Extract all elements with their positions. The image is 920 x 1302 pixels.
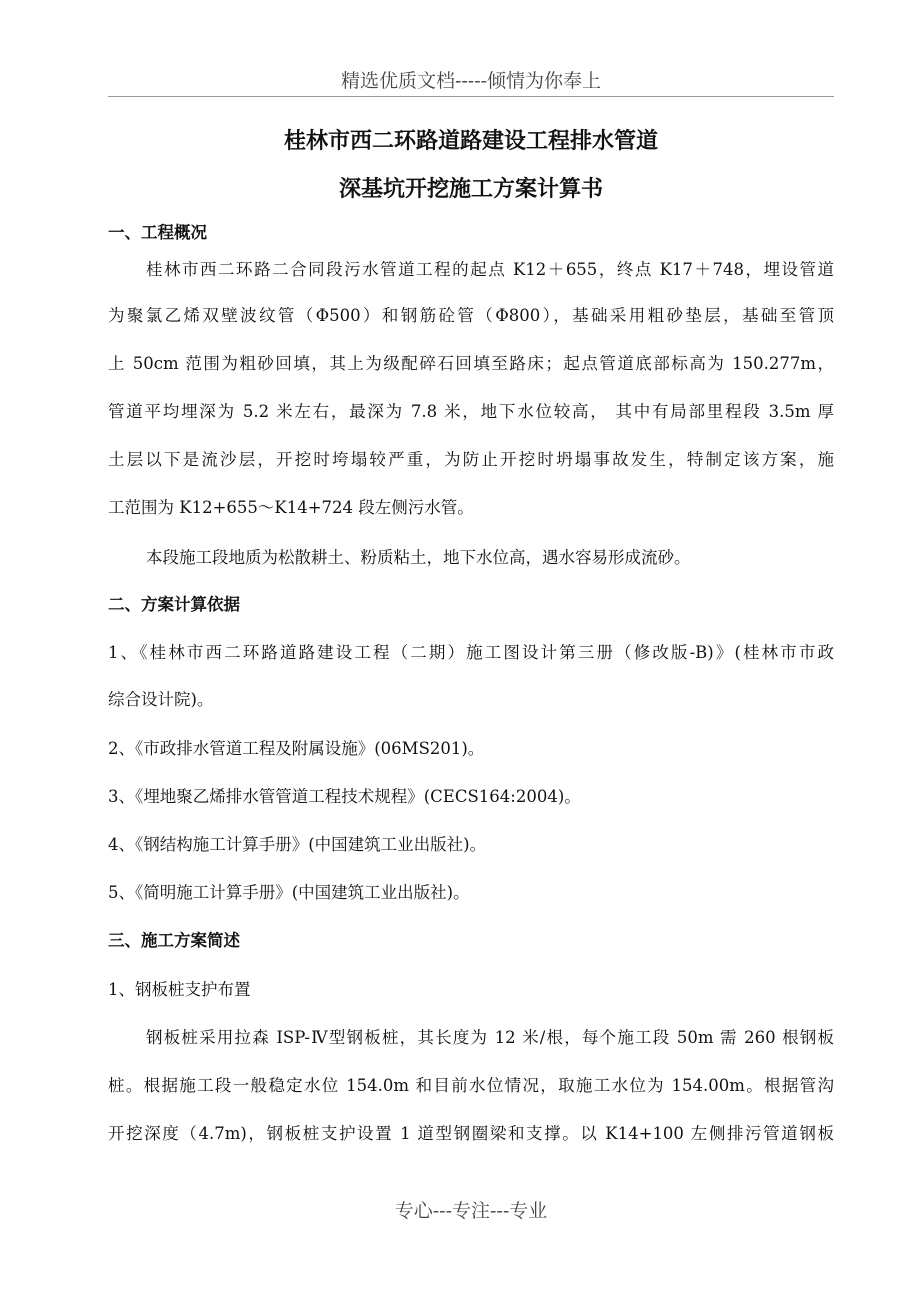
paragraph-line: 上 50cm 范围为粗砂回填，其上为级配碎石回填至路床；起点管道底部标高为 150.277m， bbox=[108, 354, 834, 373]
page-header: 精选优质文档-----倾情为你奉上 bbox=[340, 70, 602, 92]
paragraph-line: 钢板桩采用拉森 ISP-Ⅳ型钢板桩，其长度为 12 米/根，每个施工段 50m 需 260 根钢板 bbox=[146, 1028, 834, 1047]
document-title-line-1: 桂林市西二环路道路建设工程排水管道 bbox=[283, 129, 658, 154]
paragraph-line: 桂林市西二环路二合同段污水管道工程的起点 K12＋655，终点 K17＋748，埋设管道 bbox=[146, 260, 834, 279]
paragraph-line: 为聚氯乙烯双壁波纹管（Φ500）和钢筋砼管（Φ800），基础采用粗砂垫层，基础至管顶 bbox=[108, 306, 834, 325]
reference-item: 2、《市政排水管道工程及附属设施》(06MS201)。 bbox=[108, 739, 485, 758]
section-2-heading: 二、方案计算依据 bbox=[108, 595, 240, 614]
document-title-line-2: 深基坑开挖施工方案计算书 bbox=[338, 177, 603, 202]
paragraph-line: 管道平均埋深为 5.2 米左右，最深为 7.8 米，地下水位较高， 其中有局部里程段 3.5m 厚 bbox=[108, 402, 834, 421]
section-1-heading: 一、工程概况 bbox=[108, 223, 207, 242]
paragraph-line: 本段施工段地质为松散耕土、粉质粘土，地下水位高，遇水容易形成流砂。 bbox=[146, 548, 691, 567]
paragraph-line: 工范围为 K12+655～K14+724 段左侧污水管。 bbox=[108, 498, 474, 517]
reference-item: 1、《桂林市西二环路道路建设工程（二期）施工图设计第三册（修改版-B)》(桂林市市政 bbox=[108, 643, 834, 662]
header-divider bbox=[108, 96, 834, 97]
reference-item: 4、《钢结构施工计算手册》(中国建筑工业出版社)。 bbox=[108, 835, 487, 854]
reference-item: 综合设计院)。 bbox=[108, 690, 214, 709]
reference-item: 3、《埋地聚乙烯排水管管道工程技术规程》(CECS164:2004)。 bbox=[108, 787, 581, 806]
section-3-heading: 三、施工方案简述 bbox=[108, 931, 240, 950]
subsection-heading: 1、钢板桩支护布置 bbox=[108, 980, 251, 999]
page-footer: 专心---专注---专业 bbox=[394, 1200, 548, 1222]
paragraph-line: 开挖深度（4.7m)，钢板桩支护设置 1 道型钢圈梁和支撑。以 K14+100 左侧排污管道钢板 bbox=[108, 1124, 834, 1143]
paragraph-line: 土层以下是流沙层，开挖时垮塌较严重，为防止开挖时坍塌事故发生，特制定该方案，施 bbox=[108, 450, 834, 469]
reference-item: 5、《简明施工计算手册》(中国建筑工业出版社)。 bbox=[108, 883, 470, 902]
paragraph-line: 桩。根据施工段一般稳定水位 154.0m 和目前水位情况，取施工水位为 154.00m。根据管沟 bbox=[108, 1076, 834, 1095]
